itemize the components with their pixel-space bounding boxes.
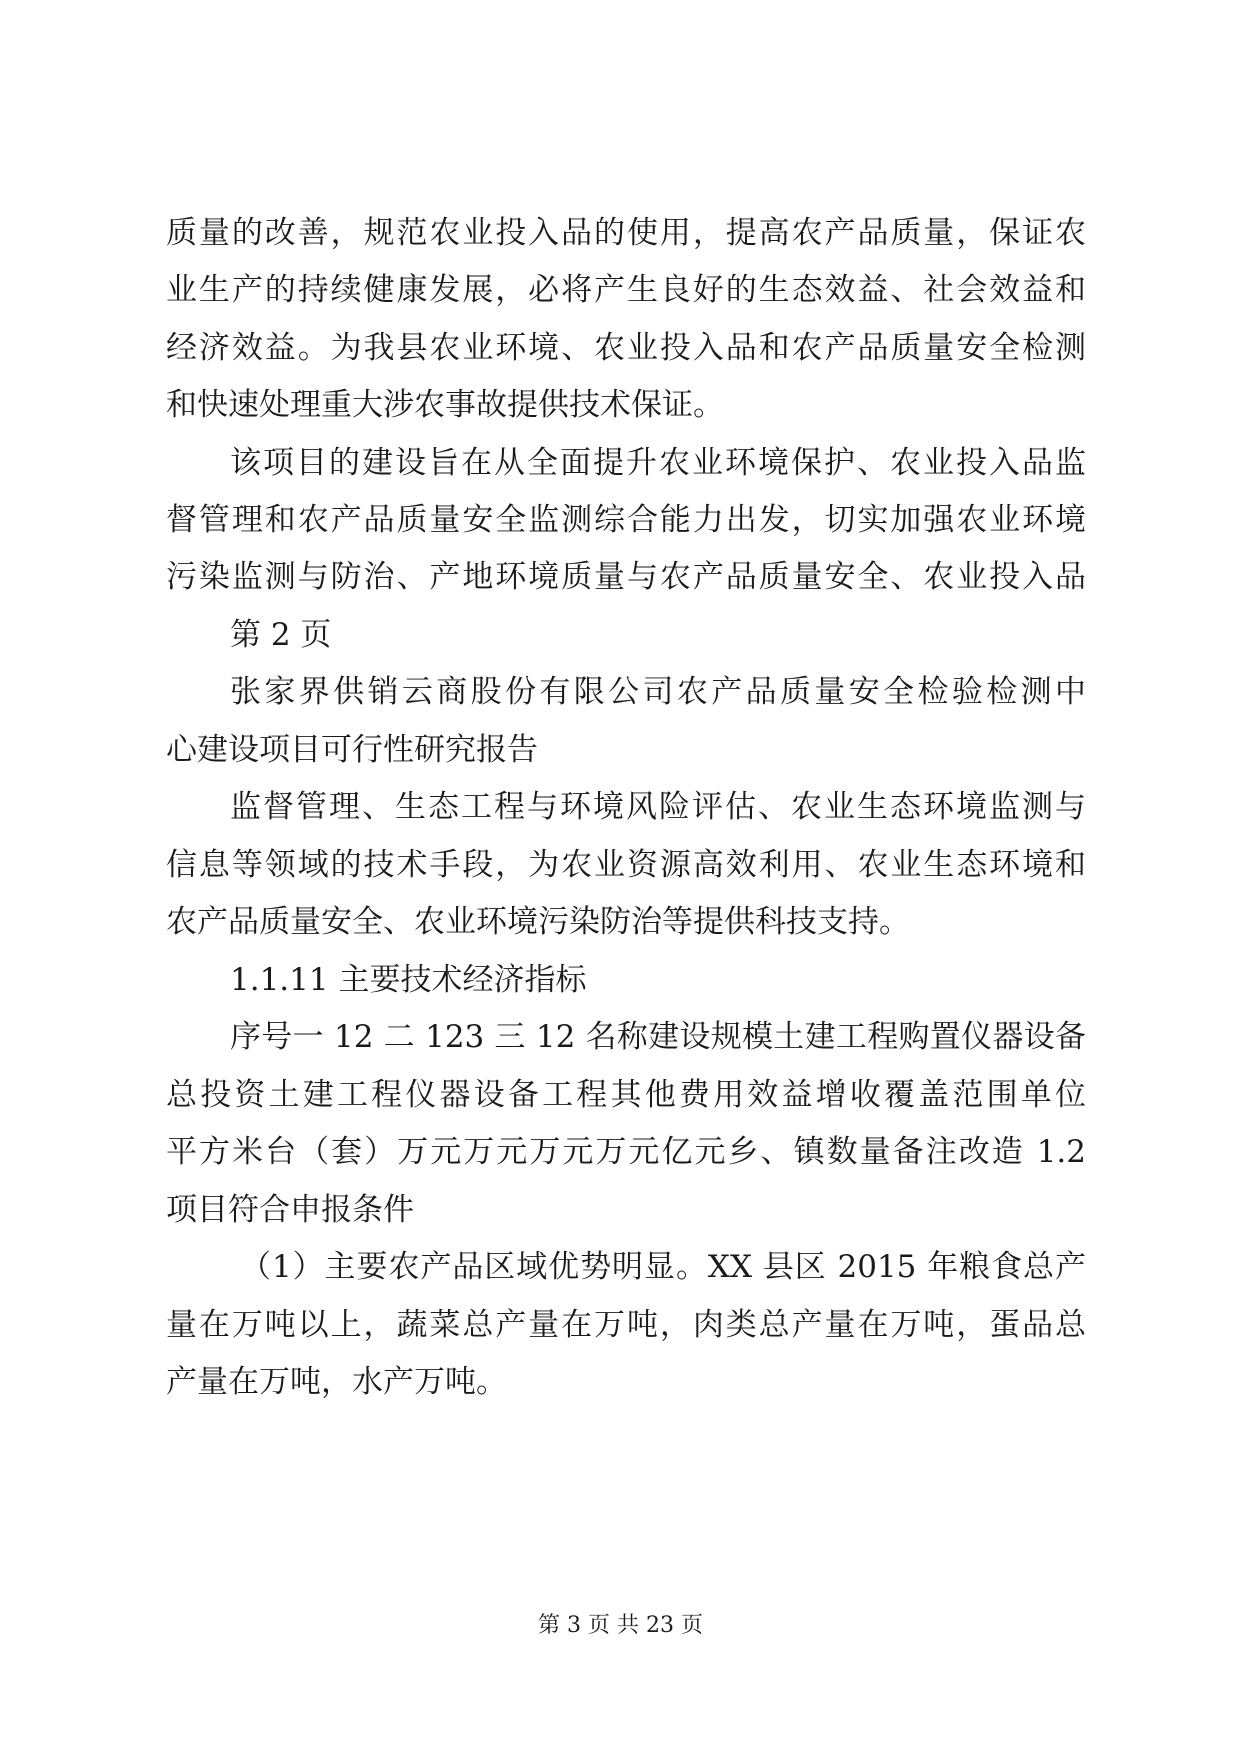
paragraph-line: 序号一 12 二 123 三 12 名称建设规模土建工程购置仪器设备 — [230, 1019, 1086, 1055]
paragraph-line: 和快速处理重大涉农事故提供技术保证。 — [166, 387, 724, 423]
paragraph-line: 产量在万吨，水产万吨。 — [166, 1364, 507, 1400]
paragraph-line: 总投资土建工程仪器设备工程其他费用效益增收覆盖范围单位 — [166, 1077, 1086, 1113]
paragraph-line: 监督管理、生态工程与环境风险评估、农业生态环境监测与 — [230, 789, 1086, 825]
paragraph-line: 污染监测与防治、产地环境质量与农产品质量安全、农业投入品 — [166, 559, 1086, 595]
paragraph-line: 平方米台（套）万元万元万元万元亿元乡、镇数量备注改造 1.2 — [166, 1134, 1086, 1170]
paragraph-line: 该项目的建设旨在从全面提升农业环境保护、农业投入品监 — [230, 445, 1086, 481]
paragraph-line: （1）主要农产品区域优势明显。XX 县区 2015 年粮食总产 — [240, 1249, 1086, 1285]
paragraph-line: 项目符合申报条件 — [166, 1192, 414, 1228]
inline-page-marker: 第 2 页 — [230, 617, 332, 653]
paragraph-line: 信息等领域的技术手段，为农业资源高效利用、农业生态环境和 — [166, 847, 1086, 883]
report-title-line: 心建设项目可行性研究报告 — [166, 732, 538, 768]
paragraph-line: 经济效益。为我县农业环境、农业投入品和农产品质量安全检测 — [166, 330, 1086, 366]
paragraph-line: 量在万吨以上，蔬菜总产量在万吨，肉类总产量在万吨，蛋品总 — [166, 1307, 1086, 1343]
paragraph-line: 质量的改善，规范农业投入品的使用，提高农产品质量，保证农 — [166, 215, 1086, 251]
report-title-line: 张家界供销云商股份有限公司农产品质量安全检验检测中 — [230, 674, 1086, 710]
paragraph-line: 农产品质量安全、农业环境污染防治等提供科技支持。 — [166, 904, 910, 940]
paragraph-line: 业生产的持续健康发展，必将产生良好的生态效益、社会效益和 — [166, 272, 1086, 308]
section-heading: 1.1.11 主要技术经济指标 — [230, 962, 587, 998]
paragraph-line: 督管理和农产品质量安全监测综合能力出发，切实加强农业环境 — [166, 502, 1086, 538]
page-footer: 第 3 页 共 23 页 — [538, 1613, 703, 1638]
